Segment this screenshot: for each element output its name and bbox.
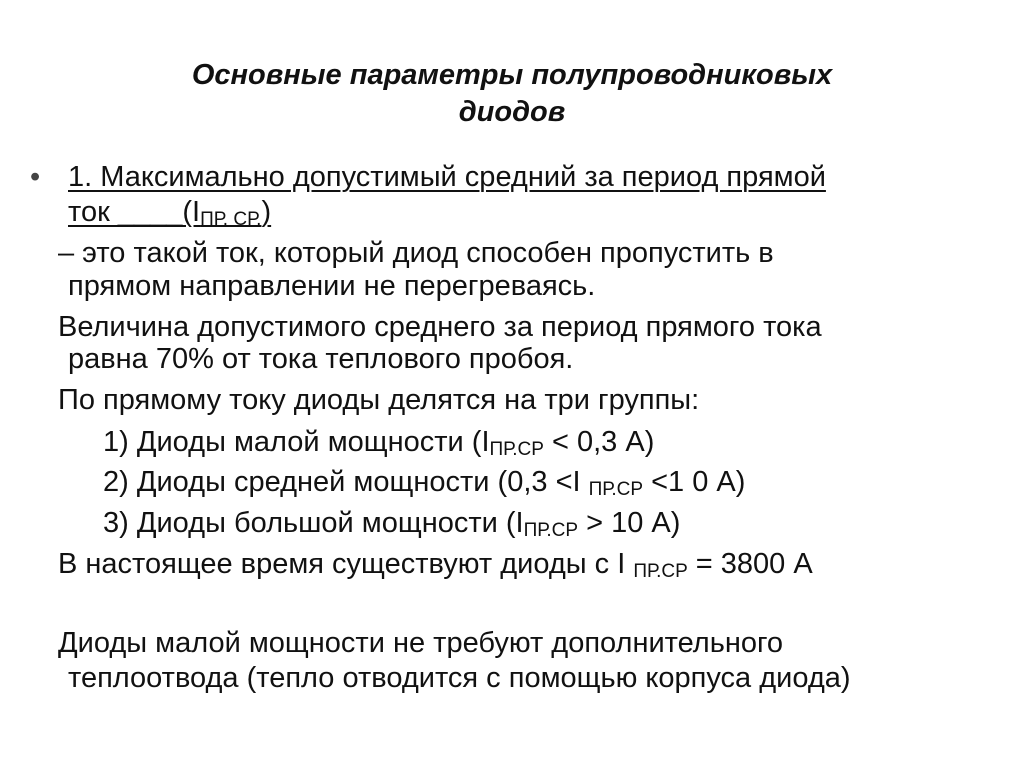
group-1-value: < 0,3 А) xyxy=(543,426,655,458)
group-1-text: 1) Диоды малой мощности (I xyxy=(103,426,490,458)
magnitude-line-1: Величина допустимого среднего за период прямого тока xyxy=(58,311,822,343)
group-3-value: > 10 А) xyxy=(578,507,681,539)
groups-intro: По прямому току диоды делятся на три группы: xyxy=(58,384,700,416)
magnitude-line-2: равна 70% от тока теплового пробоя. xyxy=(68,343,574,375)
present-subscript: ПР.СР xyxy=(633,561,688,582)
present-text: В настоящее время существуют диоды с I xyxy=(58,548,634,580)
group-2-text: 2) Диоды средней мощности (0,3 <I xyxy=(103,466,589,498)
definition-line-1: – это такой ток, который диод способен пропустить в xyxy=(58,237,774,269)
present-diodes xyxy=(58,547,813,581)
present-value: = 3800 А xyxy=(687,548,813,580)
item-1-term-end: ) xyxy=(261,196,272,228)
low-power-line-1: Диоды малой мощности не требуют дополнительного xyxy=(58,627,784,659)
group-2-subscript: ПР.СР xyxy=(588,479,644,500)
item-1-line-1: 1. Максимально допустимый средний за период прямой xyxy=(68,161,826,193)
item-1-subscript: ПР. СР. xyxy=(200,209,262,230)
slide-title-line-1: Основные параметры полупроводниковых xyxy=(191,59,833,91)
item-1-line-2 xyxy=(68,195,271,229)
item-1-term-text: ток ____(I xyxy=(68,196,201,228)
group-2 xyxy=(103,465,745,499)
group-3 xyxy=(103,506,680,540)
bullet-icon: • xyxy=(30,161,41,193)
item-1-term xyxy=(68,196,271,228)
slide-title-line-2: диодов xyxy=(458,96,566,128)
group-3-subscript: ПР.СР xyxy=(523,520,579,541)
group-1 xyxy=(103,425,654,459)
low-power-line-2: теплоотвода (тепло отводится с помощью корпуса диода) xyxy=(68,662,851,694)
group-3-text: 3) Диоды большой мощности (I xyxy=(103,507,524,539)
group-2-value: <1 0 А) xyxy=(643,466,746,498)
group-1-subscript: ПР.СР xyxy=(489,439,544,460)
definition-line-2: прямом направлении не перегреваясь. xyxy=(68,270,596,302)
